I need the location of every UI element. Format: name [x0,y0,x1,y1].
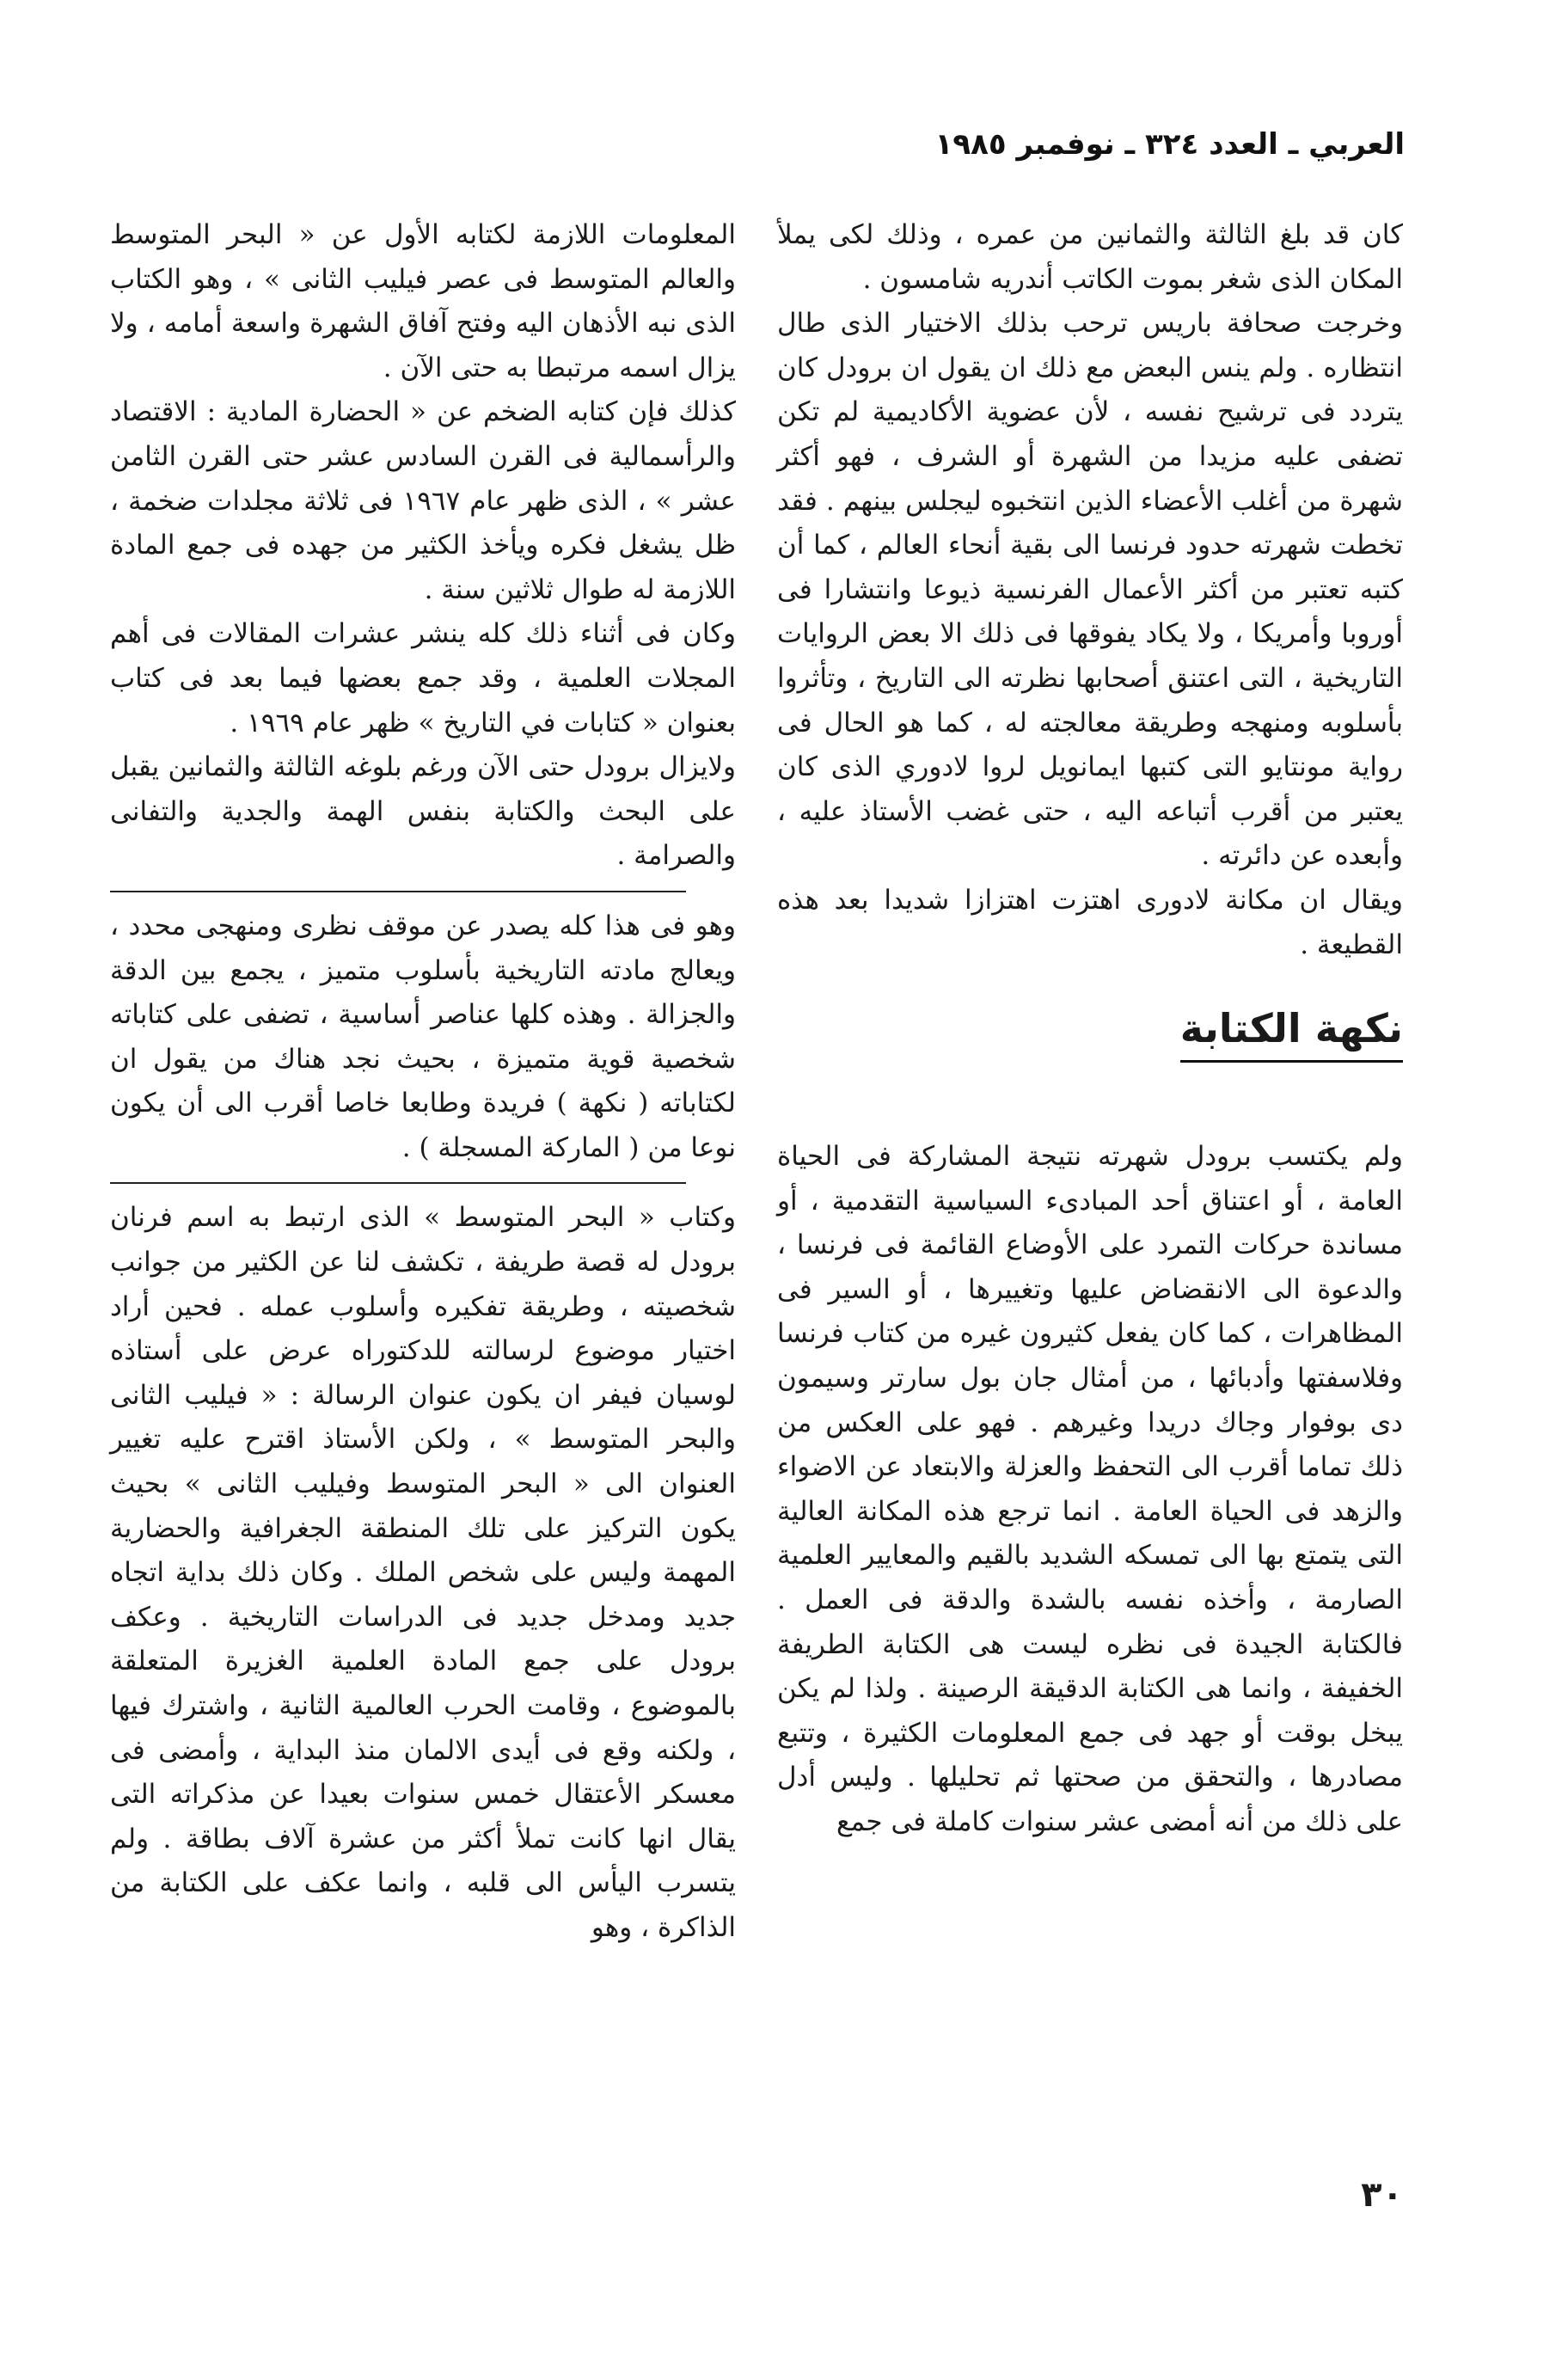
divider [110,1182,686,1184]
section-heading-wrap [777,967,1403,1088]
paragraph: كان قد بلغ الثالثة والثمانين من عمره ، وذلك لكى يملأ المكان الذى شغر بموت الكاتب أندريه شامسون . [777,219,1403,295]
paragraph: وكان فى أثناء ذلك كله ينشر عشرات المقالات فى أهم المجلات العلمية ، وقد جمع بعضها فيما بعد فى كتاب بعنوان « كتابات في التاريخ » ظهر عام ١٩٦٩ . [110,618,736,739]
paragraph: ولم يكتسب برودل شهرته نتيجة المشاركة فى الحياة العامة ، أو اعتناق أحد المبادىء السياسية التقدمية ، أو مساندة حركات التمرد على الأوضاع القائمة فى فرنسا ، والدعوة الى الانقضاض عليها وتغييرها ، أو السير فى المظاهرات ، كما كان يفعل كثيرون غيره من كتاب فرنسا وفلاسفتها وأدبائها ، من أمثال جان بول سارتر وسيمون دى بوفوار وجاك دريدا وغيرهم . فهو على العكس من ذلك تماما أقرب الى التحفظ والعزلة والابتعاد عن الاضواء والزهد فى الحياة العامة . انما ترجع هذه المكانة العالية التى يتمتع بها الى تمسكه الشديد بالقيم والمعايير العلمية الصارمة ، وأخذه نفسه بالشدة والدقة فى العمل . فالكتابة الجيدة فى نظره ليست هى الكتابة الطريفة الخفيفة ، وانما هى الكتابة الدقيقة الرصينة . ولذا لم يكن يبخل بوقت أو جهد فى جمع المعلومات الكثيرة ، وتتبع مصادرها ، والتحقق من صحتها ثم تحليلها . وليس أدل على ذلك من أنه أمضى عشر سنوات كاملة فى جمع [777,1141,1403,1837]
running-header: العربي ـ العدد ٣٢٤ ـ نوفمبر ١٩٨٥ [934,127,1405,162]
paragraph: كذلك فإن كتابه الضخم عن « الحضارة المادية : الاقتصاد والرأسمالية فى القرن السادس عشر حتى القرن الثامن عشر » ، الذى ظهر عام ١٩٦٧ فى ثلاثة مجلدات ضخمة ، ظل يشغل فكره ويأخذ الكثير من جهده فى جمع المادة اللازمة له طوال ثلاثين سنة . [110,396,736,605]
page-number: ٣٠ [1361,2175,1403,2215]
paragraph: ولايزال برودل حتى الآن ورغم بلوغه الثالثة والثمانين يقبل على البحث والكتابة بنفس الهمة والجدية والتفانى والصرامة . [110,751,736,872]
paragraph: وهو فى هذا كله يصدر عن موقف نظرى ومنهجى محدد ، ويعالج مادته التاريخية بأسلوب متميز ، يجمع بين الدقة والجزالة . وهذه كلها عناصر أساسية ، تضفى على كتاباته شخصية قوية متميزة ، بحيث نجد هناك من يقول ان لكتاباته ( نكهة ) فريدة وطابعا خاصا أقرب الى أن يكون نوعا من ( الماركة المسجلة ) . [110,910,736,1163]
left-column [110,213,736,1951]
section-heading: نكهة الكتابة [1180,1000,1403,1063]
right-column [777,213,1403,1845]
paragraph: وخرجت صحافة باريس ترحب بذلك الاختيار الذى طال انتظاره . ولم ينس البعض مع ذلك ان يقول ان برودل كان يتردد فى ترشيح نفسه ، لأن عضوية الأكاديمية لم تكن تضفى عليه مزيدا من الشهرة أو الشرف ، فهو أكثر شهرة من أغلب الأعضاء الذين انتخبوه ليجلس بينهم . فقد تخطت شهرته حدود فرنسا الى بقية أنحاء العالم ، كما أن كتبه تعتبر من أكثر الأعمال الفرنسية ذيوعا وانتشارا فى أوروبا وأمريكا ، ولا يكاد يفوقها فى ذلك الا بعض الروايات التاريخية ، التى اعتنق أصحابها نظرته الى التاريخ ، وتأثروا بأسلوبه ومنهجه وطريقة معالجته له ، كما هو الحال فى رواية مونتايو التى كتبها ايمانويل لروا لادوري الذى كان يعتبر من أقرب أتباعه اليه ، حتى غضب الأستاذ عليه ، وأبعده عن دائرته . [777,308,1403,872]
paragraph: وكتاب « البحر المتوسط » الذى ارتبط به اسم فرنان برودل له قصة طريفة ، تكشف لنا عن الكثير من جوانب شخصيته ، وطريقة تفكيره وأسلوب عمله . فحين أراد اختيار موضوع لرسالته للدكتوراه عرض على أستاذه لوسيان فيفر ان يكون عنوان الرسالة : « فيليب الثانى والبحر المتوسط » ، ولكن الأستاذ اقترح عليه تغيير العنوان الى « البحر المتوسط وفيليب الثانى » بحيث يكون التركيز على تلك المنطقة الجغرافية والحضارية المهمة وليس على شخص الملك . وكان ذلك بداية اتجاه جديد ومدخل جديد فى الدراسات التاريخية . وعكف برودل على جمع المادة العلمية الغزيرة المتعلقة بالموضوع ، وقامت الحرب العالمية الثانية ، واشترك فيها ، ولكنه وقع فى أيدى الالمان منذ البداية ، وأمضى فى معسكر الأعتقال خمس سنوات بعيدا عن مذكراته التى يقال انها كانت تملأ أكثر من عشرة آلاف بطاقة . ولم يتسرب اليأس الى قلبه ، وانما عكف على الكتابة من الذاكرة ، وهو [110,1202,736,1943]
paragraph: المعلومات اللازمة لكتابه الأول عن « البحر المتوسط والعالم المتوسط فى عصر فيليب الثانى » ، وهو الكتاب الذى نبه الأذهان اليه وفتح آفاق الشهرة واسعة أمامه ، ولا يزال اسمه مرتبطا به حتى الآن . [110,219,736,383]
divider [110,891,686,892]
paragraph: ويقال ان مكانة لادورى اهتزت اهتزازا شديدا بعد هذه القطيعة . [777,884,1403,960]
